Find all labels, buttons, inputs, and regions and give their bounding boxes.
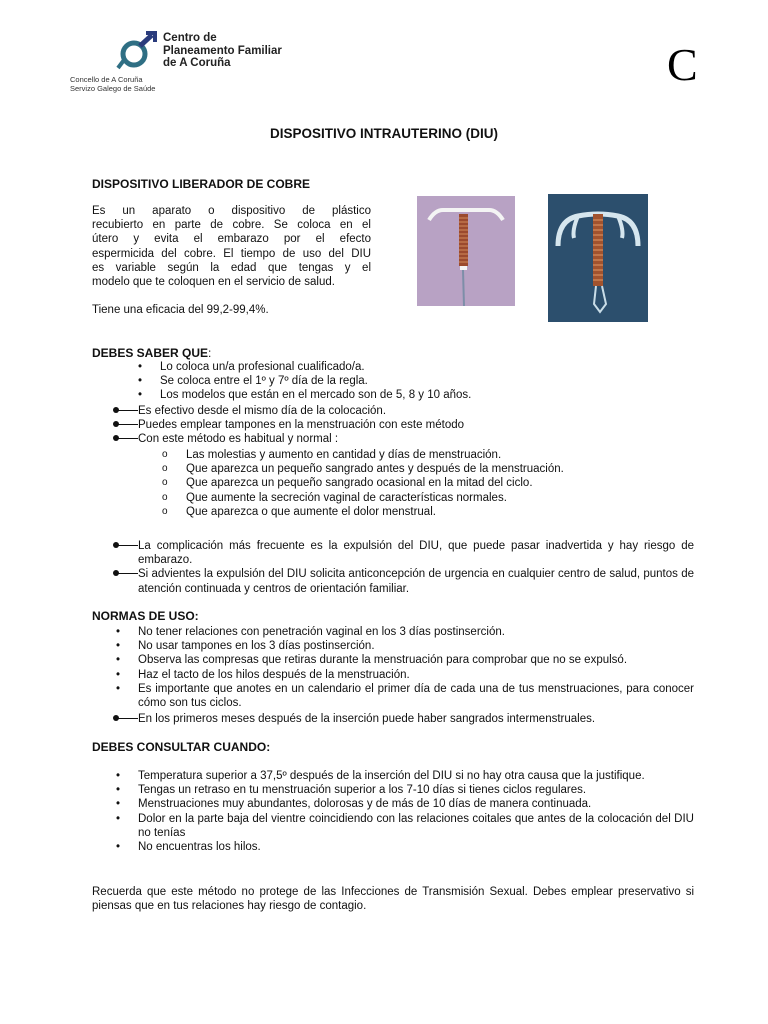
family-planning-logo [116, 30, 160, 74]
section4-bullet-list [116, 769, 694, 854]
list-item: o Que aparezca un pequeño sangrado antes y después de la menstruación. [162, 462, 702, 476]
section2-bullet-list [138, 360, 698, 403]
section1-heading: DISPOSITIVO LIBERADOR DE COBRE [92, 177, 311, 191]
iud-arms-illustration [548, 194, 648, 322]
list-item: • Los modelos que están en el mercado son de 5, 8 y 10 años. [138, 388, 698, 402]
list-item: • Temperatura superior a 37,5º después de la inserción del DIU si no hay otra causa que la justifique. [116, 769, 694, 783]
list-item: Es efectivo desde el mismo día de la colocación. [114, 404, 694, 418]
list-item: • No tener relaciones con penetración vaginal en los 3 días postinserción. [116, 625, 694, 639]
paragraph-line: es variable según la edad que tengas y el [92, 261, 371, 274]
list-item: • Es importante que anotes en un calendario el primer día de cada una de tus menstruaciones, para conocer cómo son tus ciclos. [116, 682, 694, 710]
efficacy-text: Tiene una eficacia del 99,2-99,4%. [92, 304, 269, 316]
org-line: Planeamento Familiar [163, 44, 282, 57]
list-item: Puedes emplear tampones en la menstruación con este método [114, 418, 694, 432]
document-title: DISPOSITIVO INTRAUTERINO (DIU) [269, 126, 498, 141]
section4-heading: DEBES CONSULTAR CUANDO: [92, 740, 271, 754]
paragraph-line: modelo que te coloquen en el servicio de salud. [92, 276, 335, 289]
concello-line: Servizo Galego de Saúde [70, 83, 156, 93]
list-item: Con este método es habitual y normal : [114, 432, 694, 446]
org-line: Centro de [163, 32, 217, 44]
section3-heading: NORMAS DE USO: [92, 609, 199, 623]
list-item: o Que aparezca un pequeño sangrado ocasional en la mitad del ciclo. [162, 476, 702, 490]
list-item: • Haz el tacto de los hilos después de la menstruación. [116, 668, 694, 682]
closing-paragraph: Recuerda que este método no protege de las Infecciones de Transmisión Sexual. Debes emplear preservativo si piensas que en tus relaciones hay riesgo de contagio. [92, 886, 694, 913]
paragraph-line: espermicida del cobre. El tiempo de uso del DIU [92, 247, 371, 260]
list-item: • No encuentras los hilos. [116, 840, 694, 854]
list-item: • Observa las compresas que retiras durante la menstruación para comprobar que no se expulsó. [116, 653, 694, 667]
concello-line: Concello de A Coruña [70, 75, 143, 84]
concello-text [70, 76, 155, 93]
corner-letter: C [667, 39, 698, 90]
section3-bullet-list [116, 625, 694, 710]
section2-heading-text: DEBES SABER QUE [92, 346, 209, 360]
paragraph-line: recubierto en parte de cobre. Se coloca en el [92, 219, 371, 232]
iud-photo-arms [548, 194, 648, 322]
section2-sub-list [162, 448, 702, 519]
section3-arrow-list [114, 712, 694, 726]
paragraph-line: Es un aparato o dispositivo de plástico [92, 205, 371, 217]
section2-arrow-list [114, 404, 694, 447]
organization-name [163, 32, 282, 70]
iud-photo-t-shape [417, 196, 515, 306]
section2-arrow-list-2 [114, 539, 694, 596]
list-item: En los primeros meses después de la inserción puede haber sangrados intermenstruales. [114, 712, 694, 726]
list-item: • No usar tampones en los 3 días postinserción. [116, 639, 694, 653]
list-item: o Que aparezca o que aumente el dolor menstrual. [162, 505, 702, 519]
list-item: • Se coloca entre el 1º y 7º día de la regla. [138, 374, 698, 388]
section1-paragraph [92, 204, 371, 289]
paragraph-line: útero y evita el embarazo por el efecto [92, 233, 371, 246]
section2-heading [92, 346, 211, 360]
list-item: • Lo coloca un/a profesional cualificado/a. [138, 360, 698, 374]
list-item: • Tengas un retraso en tu menstruación superior a los 7-10 días si tienes ciclos regulares. [116, 783, 694, 797]
section2-heading-colon: : [208, 346, 212, 360]
list-item: Si advientes la expulsión del DIU solicita anticoncepción de urgencia en cualquier centro de salud, puntos de atención continuada y centros de orientación familiar. [114, 567, 694, 595]
iud-t-illustration [417, 196, 515, 306]
list-item: o Las molestias y aumento en cantidad y días de menstruación. [162, 448, 702, 462]
list-item: La complicación más frecuente es la expulsión del DIU, que puede pasar inadvertida y hay riesgo de embarazo. [114, 539, 694, 567]
list-item: o Que aumente la secreción vaginal de características normales. [162, 491, 702, 505]
list-item: • Dolor en la parte baja del vientre coincidiendo con las relaciones coitales que antes de la colocación del DIU no tenías [116, 812, 694, 840]
org-line: de A Coruña [163, 57, 231, 69]
list-item: • Menstruaciones muy abundantes, dolorosas y de más de 10 días de manera continuada. [116, 797, 694, 811]
